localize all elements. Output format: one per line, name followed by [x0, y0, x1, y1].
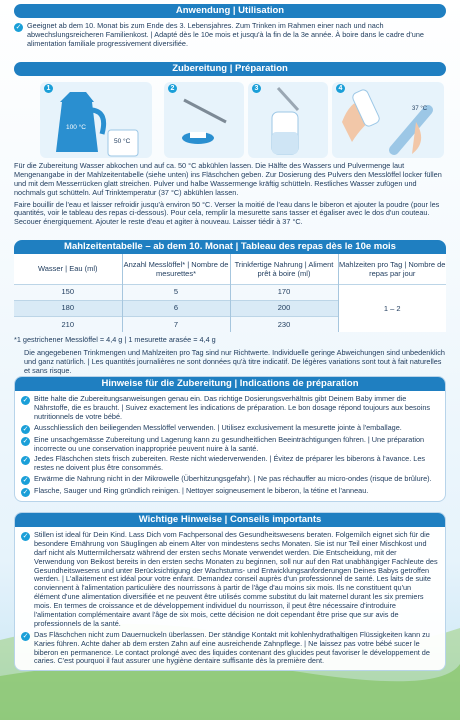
- list-item: [21, 487, 439, 497]
- check-icon: ✓: [22, 533, 29, 540]
- preparation-illustrations: [14, 82, 446, 160]
- check-icon: ✓: [22, 425, 29, 433]
- scoop-icon: [164, 82, 244, 158]
- important-title: Wichtige Hinweise | Conseils importants: [15, 513, 445, 527]
- cell: 7: [122, 316, 230, 332]
- meal-table-section: [14, 240, 446, 376]
- important-text: Das Fläschchen nicht zum Dauernuckeln überlassen. Der ständige Kontakt mit kohlenhydrathaltigen Flüssigkeiten kann zu Karies führen. Achte daher ab dem ersten Zahn auf eine ausreichende Zahnpflege. | Ne laissez pas votre bébé sucer le biberon en permanence. Le contact prolongé avec des liquides contenant des glucides peut favoriser le développement de caries. C'est pourquoi il faut assurer une hygiène dentaire suffisante dès la première dent.: [34, 629, 430, 666]
- col-scoops: Anzahl Messlöffel* | Nombre de mesurettes*: [122, 254, 230, 284]
- label-50c: 50 °C: [114, 138, 131, 145]
- tip-text: Erwärme die Nahrung nicht in der Mikrowelle (Überhitzungsgefahr). | Ne pas réchauffer au micro-ondes (risque de brûlure).: [34, 474, 432, 484]
- label-37c: 37 °C: [412, 106, 428, 112]
- list-item: [21, 475, 439, 485]
- cell: 210: [14, 316, 122, 332]
- cell: 150: [14, 284, 122, 300]
- table-header-row: [14, 254, 446, 284]
- tip-text: Jedes Fläschchen stets frisch zubereiten. Reste nicht wiederverwenden. | Évitez de préparer les biberons à l'avance. Les restes ne doivent plus être consommés.: [34, 454, 426, 473]
- important-text: Stillen ist ideal für Dein Kind. Lass Dich vom Fachpersonal des Gesundheitswesens beraten. Folgemilch eignet sich für die besondere Ernährung von Säuglingen ab einem Alter von mindestens sechs Monaten. Sie ist nur Teil einer Mischkost und darf nicht als Muttermilchersatz während der ersten sechs Monate verwendet werden. Die Entscheidung, mit der Verwendung von Beikost bereits in den ersten sechs Monaten zu beginnen, soll nur auf den Rat unabhängiger Fachleute des Gesundheitswesens und unter Berücksichtigung der Wachstums- und Entwicklungsanforderungen Deines Babys getroffen werden. | L'allaitement est idéal pour votre enfant. Demandez conseil auprès d'un professionnel de santé. Les laits de suite conviennent à l'alimentation particulière des nourrissons à partir de l'âge d'au moins six mois. Ils ne constituent qu'un élément d'une alimentation diversifiée et ne peuvent être utilisés comme substitut du lait maternel durant les six premiers mois. En termes de croissance et de développement individuel du nourrisson, il peut être nécessaire d'introduire l'alimentation complémentaire avant l'âge de six mois, cette décision ne doit cependant être prise que sur avis de professionnels de la santé.: [34, 530, 438, 628]
- list-item: [21, 436, 439, 454]
- tip-text: Flasche, Sauger und Ring gründlich reinigen. | Nettoyer soigneusement le biberon, la tétine et l'anneau.: [34, 486, 369, 496]
- step-number-1: 1: [44, 84, 53, 93]
- cell: 170: [230, 284, 338, 300]
- list-item: [21, 531, 439, 629]
- check-icon: ✓: [15, 24, 22, 31]
- cell: 6: [122, 300, 230, 316]
- check-icon: ✓: [22, 489, 29, 497]
- tips-title: Hinweise für die Zubereitung | Indications de préparation: [15, 377, 445, 391]
- step-number-4: 4: [336, 84, 345, 93]
- table-row: [14, 284, 446, 300]
- table-footnote: *1 gestrichener Messlöffel = 4,4 g | 1 mesurette arasée = 4,4 g: [14, 335, 216, 344]
- step-1-illustration: [40, 82, 152, 158]
- cell: 200: [230, 300, 338, 316]
- col-meals: Mahlzeiten pro Tag | Nombre de repas par jour: [338, 254, 446, 284]
- label-100c: 100 °C: [66, 124, 86, 131]
- col-water: Wasser | Eau (ml): [14, 254, 122, 284]
- check-icon: ✓: [22, 477, 29, 485]
- cell: 230: [230, 316, 338, 332]
- step-4-illustration: [332, 82, 444, 158]
- kettle-icon: [40, 82, 152, 158]
- meal-table: [14, 254, 446, 332]
- list-item: [21, 631, 439, 667]
- cell: 5: [122, 284, 230, 300]
- preparation-section: [14, 62, 446, 76]
- col-ready: Trinkfertige Nahrung | Aliment prêt à boire (ml): [230, 254, 338, 284]
- list-item: [21, 395, 439, 422]
- usage-text: Geeignet ab dem 10. Monat bis zum Ende des 3. Lebensjahres. Zum Trinken im Rahmen einer nach und nach abwechslungsreicheren Familienkost. | Adapté dès le 10e mois et jusqu'à la fin de la 3e année. À boire dans le cadre d'une alimentation familiale progressivement diversifiée.: [27, 21, 424, 48]
- tips-section: [14, 376, 446, 502]
- table-note: Die angegebenen Trinkmengen und Mahlzeiten pro Tag sind nur Richtwerte. Individuelle geringe Abweichungen sind unbedenklich und ganz natürlich. | Les quantités journalières ne sont données qu'à titre indicatif. De légères variations sont tout à fait naturelles et sans risque.: [24, 347, 445, 375]
- preparation-title: Zubereitung | Préparation: [14, 62, 446, 76]
- step-3-illustration: [248, 82, 328, 158]
- usage-section: [14, 4, 446, 49]
- preparation-text-de: Für die Zubereitung Wasser abkochen und auf ca. 50 °C abkühlen lassen. Die Hälfte des Wassers und Pulvermenge laut Mengenangabe in der Mahlzeitentabelle (siehe unten) ins Fläschchen geben. Zur Dosierung des Pulvers den Messlöffel locker füllen und mit dem Messerrücken glatt streichen. Pulver und halbe Wassermenge kräftig schütteln. Restliches Wasser zufügen und nochmals gut schütteln. Auf Trinktemperatur (37 °C) abkühlen lassen.: [14, 161, 442, 197]
- important-section: [14, 512, 446, 671]
- tip-text: Eine unsachgemässe Zubereitung und Lagerung kann zu gesundheitlichen Beeinträchtigungen führen. | Une préparation incorrecte ou une conservation inappropriée peuvent nuire à la santé.: [34, 434, 425, 453]
- check-icon: ✓: [22, 437, 29, 445]
- preparation-text: [14, 162, 446, 230]
- check-icon: ✓: [22, 457, 29, 465]
- check-icon: ✓: [22, 397, 29, 404]
- step-number-3: 3: [252, 84, 261, 93]
- tip-text: Ausschliesslich den beiliegenden Messlöffel verwenden. | Utilisez exclusivement la mesurette jointe à l'emballage.: [34, 422, 402, 432]
- bottle-icon: [248, 82, 328, 158]
- step-2-illustration: [164, 82, 244, 158]
- check-icon: ✓: [22, 632, 29, 640]
- step-number-2: 2: [168, 84, 177, 93]
- meal-table-title: Mahlzeitentabelle – ab dem 10. Monat | Tableau des repas dès le 10e mois: [14, 240, 446, 254]
- usage-title: Anwendung | Utilisation: [14, 4, 446, 18]
- list-item: [21, 455, 439, 473]
- meals-per-day: 1 – 2: [338, 284, 446, 332]
- tip-text: Bitte halte die Zubereitungsanweisungen genau ein. Das richtige Dosierungsverhältnis gibt Deinem Baby immer die Nährstoffe, die es braucht. | Suivez exactement les indications de préparation. Le bon dosage répond toujours aux besoins nutritionnels de votre bébé.: [34, 394, 431, 421]
- shake-bottle-icon: [332, 82, 444, 158]
- list-item: [21, 424, 439, 434]
- cell: 180: [14, 300, 122, 316]
- preparation-text-fr: Faire bouillir de l'eau et laisser refroidir jusqu'à environ 50 °C. Verser la moitié de l'eau dans le biberon et ajouter la poudre (pour les quantités, voir le tableau des repas ci-dessous). Pour cela, remplir la mesurette sans tasser et égaliser avec le dos d'un couteau. Secouer énergiquement. Ajouter le reste d'eau et agiter à nouveau. Laisser tiédir à 37 °C.: [14, 199, 440, 227]
